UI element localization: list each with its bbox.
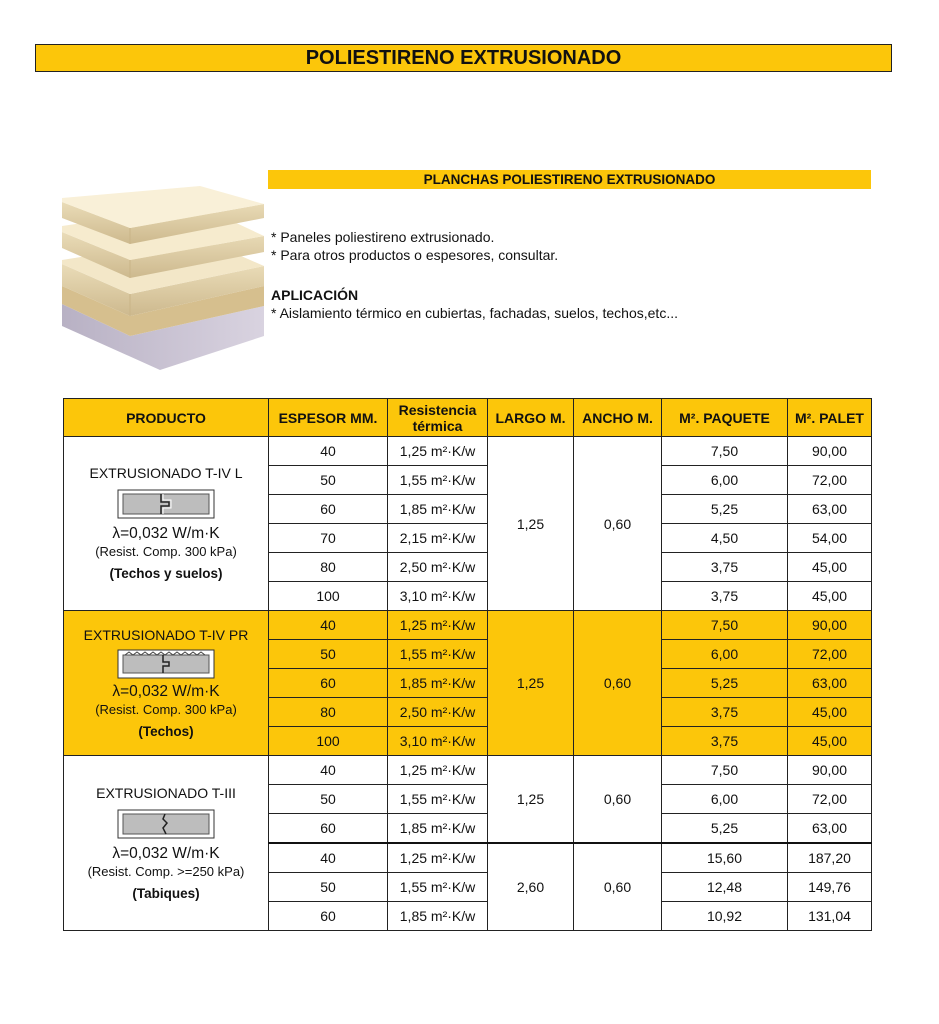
- cell-palet: 72,00: [788, 640, 872, 669]
- cell-resistencia: 2,15 m²·K/w: [388, 524, 488, 553]
- table-row: [64, 437, 872, 466]
- cell-palet: 45,00: [788, 553, 872, 582]
- page-title: POLIESTIRENO EXTRUSIONADO: [35, 44, 892, 72]
- cell-espesor: 100: [269, 727, 388, 756]
- cell-ancho: 0,60: [574, 437, 662, 611]
- cell-paquete: 12,48: [662, 873, 788, 902]
- cell-espesor: 100: [269, 582, 388, 611]
- cell-resistencia: 1,25 m²·K/w: [388, 611, 488, 640]
- cell-palet: 90,00: [788, 611, 872, 640]
- cell-paquete: 6,00: [662, 640, 788, 669]
- cell-espesor: 60: [269, 669, 388, 698]
- cell-palet: 90,00: [788, 437, 872, 466]
- lambda-value: λ=0,032 W/m·K: [112, 844, 220, 862]
- cell-largo: 1,25: [488, 437, 574, 611]
- cell-resistencia: 1,25 m²·K/w: [388, 437, 488, 466]
- cell-resistencia: 2,50 m²·K/w: [388, 553, 488, 582]
- cell-paquete: 3,75: [662, 698, 788, 727]
- product-use: (Techos): [138, 723, 194, 739]
- product-use: (Tabiques): [132, 885, 200, 901]
- cell-palet: 131,04: [788, 902, 872, 931]
- cell-espesor: 70: [269, 524, 388, 553]
- cell-paquete: 5,25: [662, 814, 788, 844]
- cell-resistencia: 1,85 m²·K/w: [388, 495, 488, 524]
- cell-espesor: 80: [269, 698, 388, 727]
- cell-espesor: 40: [269, 611, 388, 640]
- compression-resistance: (Resist. Comp. 300 kPa): [95, 544, 237, 559]
- product-cell: [64, 611, 269, 756]
- cell-resistencia: 1,25 m²·K/w: [388, 756, 488, 785]
- cell-paquete: 7,50: [662, 437, 788, 466]
- table-row: [64, 756, 872, 785]
- cell-paquete: 3,75: [662, 582, 788, 611]
- cell-espesor: 80: [269, 553, 388, 582]
- cell-resistencia: 1,55 m²·K/w: [388, 640, 488, 669]
- product-name: EXTRUSIONADO T-IV PR: [83, 626, 249, 643]
- cell-paquete: 5,25: [662, 495, 788, 524]
- cell-paquete: 15,60: [662, 843, 788, 873]
- compression-resistance: (Resist. Comp. 300 kPa): [95, 701, 237, 717]
- cell-resistencia: 1,85 m²·K/w: [388, 902, 488, 931]
- cell-largo: 2,60: [488, 843, 574, 931]
- cell-paquete: 6,00: [662, 785, 788, 814]
- product-cell: [64, 437, 269, 611]
- cell-palet: 72,00: [788, 466, 872, 495]
- cell-palet: 149,76: [788, 873, 872, 902]
- cell-palet: 90,00: [788, 756, 872, 785]
- application-heading: APLICACIÓN: [271, 287, 359, 303]
- lambda-value: λ=0,032 W/m·K: [112, 525, 220, 542]
- cell-espesor: 60: [269, 814, 388, 844]
- section-banner: PLANCHAS POLIESTIRENO EXTRUSIONADO: [268, 170, 871, 189]
- cell-ancho: 0,60: [574, 843, 662, 931]
- cell-paquete: 6,00: [662, 466, 788, 495]
- cell-espesor: 40: [269, 756, 388, 785]
- application-text: * Aislamiento térmico en cubiertas, fachadas, suelos, techos,etc...: [271, 305, 678, 321]
- cell-paquete: 4,50: [662, 524, 788, 553]
- cell-resistencia: 3,10 m²·K/w: [388, 727, 488, 756]
- cell-largo: 1,25: [488, 756, 574, 844]
- cell-paquete: 3,75: [662, 553, 788, 582]
- joint-profile-icon: [117, 809, 215, 839]
- cell-resistencia: 1,85 m²·K/w: [388, 814, 488, 844]
- cell-espesor: 50: [269, 873, 388, 902]
- cell-palet: 72,00: [788, 785, 872, 814]
- cell-palet: 63,00: [788, 669, 872, 698]
- header-palet: M². PALET: [788, 399, 872, 437]
- description-line: * Paneles poliestireno extrusionado.: [271, 229, 495, 245]
- cell-palet: 45,00: [788, 582, 872, 611]
- cell-ancho: 0,60: [574, 611, 662, 756]
- cell-resistencia: 1,55 m²·K/w: [388, 466, 488, 495]
- cell-palet: 187,20: [788, 843, 872, 873]
- cell-espesor: 50: [269, 466, 388, 495]
- product-photo: [60, 186, 265, 370]
- header-resistencia: Resistencia térmica: [388, 399, 488, 437]
- cell-resistencia: 1,85 m²·K/w: [388, 669, 488, 698]
- cell-resistencia: 1,55 m²·K/w: [388, 873, 488, 902]
- cell-palet: 63,00: [788, 495, 872, 524]
- header-espesor: ESPESOR MM.: [269, 399, 388, 437]
- cell-palet: 45,00: [788, 727, 872, 756]
- cell-resistencia: 1,55 m²·K/w: [388, 785, 488, 814]
- cell-paquete: 5,25: [662, 669, 788, 698]
- cell-espesor: 50: [269, 640, 388, 669]
- table-row: [64, 611, 872, 640]
- cell-palet: 45,00: [788, 698, 872, 727]
- cell-espesor: 40: [269, 437, 388, 466]
- cell-espesor: 40: [269, 843, 388, 873]
- cell-resistencia: 1,25 m²·K/w: [388, 843, 488, 873]
- cell-resistencia: 3,10 m²·K/w: [388, 582, 488, 611]
- cell-palet: 63,00: [788, 814, 872, 844]
- product-cell: [64, 756, 269, 931]
- cell-paquete: 3,75: [662, 727, 788, 756]
- cell-espesor: 60: [269, 495, 388, 524]
- header-largo: LARGO M.: [488, 399, 574, 437]
- product-name: EXTRUSIONADO T-III: [96, 784, 236, 801]
- header-producto: PRODUCTO: [64, 399, 269, 437]
- header-ancho: ANCHO M.: [574, 399, 662, 437]
- cell-paquete: 7,50: [662, 611, 788, 640]
- cell-paquete: 10,92: [662, 902, 788, 931]
- cell-espesor: 50: [269, 785, 388, 814]
- cell-resistencia: 2,50 m²·K/w: [388, 698, 488, 727]
- joint-profile-icon: [117, 649, 215, 679]
- cell-palet: 54,00: [788, 524, 872, 553]
- cell-paquete: 7,50: [662, 756, 788, 785]
- description-line: * Para otros productos o espesores, consultar.: [271, 247, 559, 263]
- product-name: EXTRUSIONADO T-IV L: [89, 465, 243, 481]
- lambda-value: λ=0,032 W/m·K: [112, 682, 220, 700]
- compression-resistance: (Resist. Comp. >=250 kPa): [87, 863, 245, 879]
- product-use: (Techos y suelos): [109, 566, 223, 581]
- product-table: [63, 398, 872, 931]
- header-paquete: M². PAQUETE: [662, 399, 788, 437]
- table-header-row: [64, 399, 872, 437]
- joint-profile-icon: [117, 489, 215, 519]
- cell-largo: 1,25: [488, 611, 574, 756]
- cell-espesor: 60: [269, 902, 388, 931]
- cell-ancho: 0,60: [574, 756, 662, 844]
